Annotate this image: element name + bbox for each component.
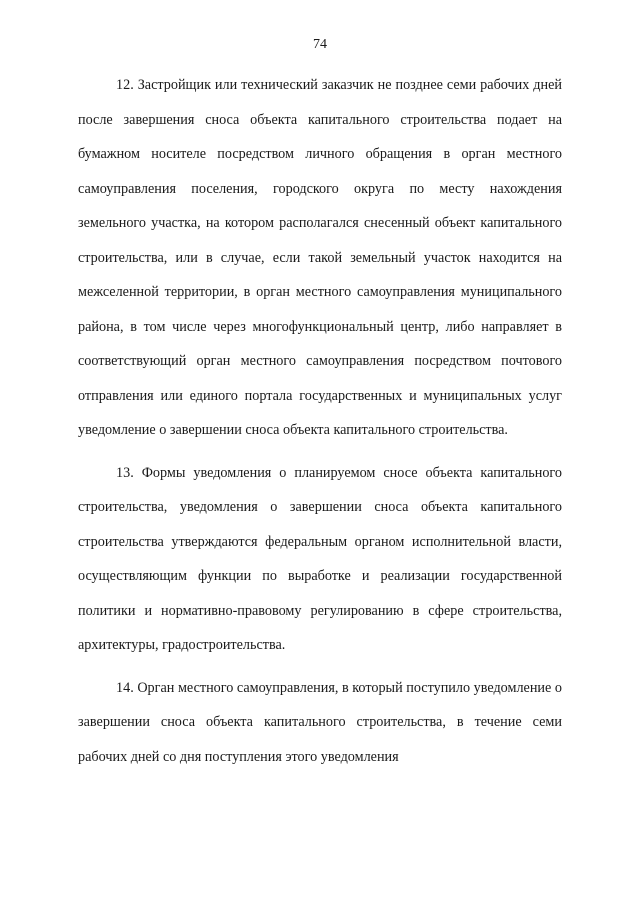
paragraph-14: 14. Орган местного самоуправления, в который поступило уведомление о завершении сноса объекта капитального строительства, в течение семи рабочих дней со дня поступления этого уведомления: [78, 679, 562, 765]
document-body: [78, 68, 562, 782]
paragraph-13: 13. Формы уведомления о планируемом сносе объекта капитального строительства, уведомления о завершении сноса объекта капитального строительства утверждаются федеральным органом исполнительной власти, осуществляющим функции по выработке и реализации государственной политики и нормативно-правовому регулированию в сфере строительства, архитектуры, градостроительства.: [78, 464, 562, 653]
page-number: 74: [313, 37, 327, 52]
paragraph-12: 12. Застройщик или технический заказчик не позднее семи рабочих дней после завершения сноса объекта капитального строительства подает на бумажном носителе посредством личного обращения в орган местного самоуправления поселения, городского округа по месту нахождения земельного участка, на котором располагался снесенный объект капитального строительства, или в случае, если такой земельный участок находится на межселенной территории, в орган местного самоуправления муниципального района, в том числе через многофункциональный центр, либо направляет в соответствующий орган местного самоуправления посредством почтового отправления или единого портала государственных и муниципальных услуг уведомление о завершении сноса объекта капитального строительства.: [78, 77, 562, 438]
